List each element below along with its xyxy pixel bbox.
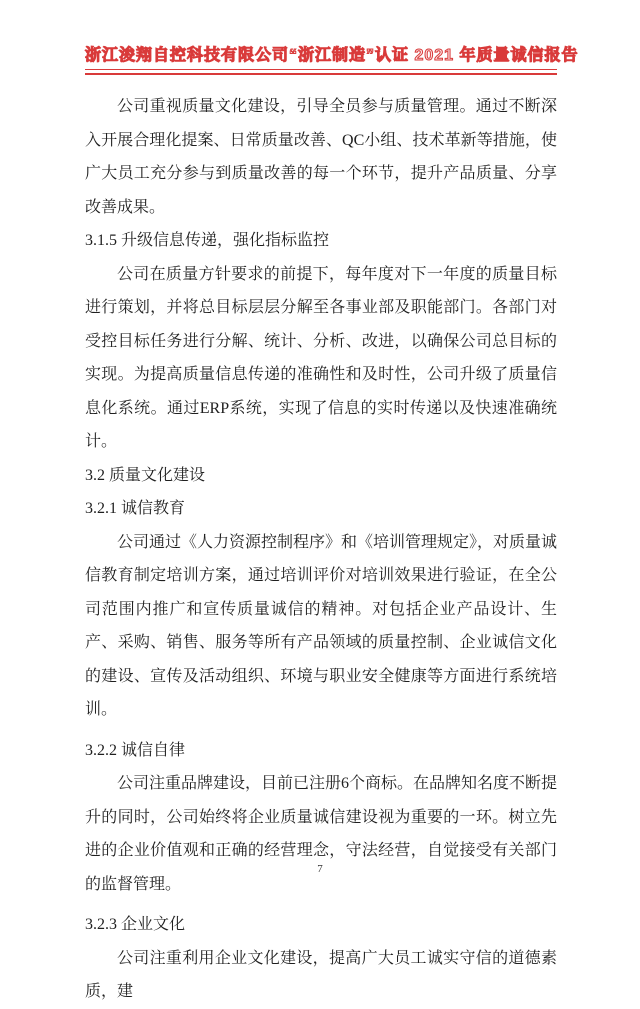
header-company-name: 浙江浚翔自控科技有限公司	[85, 47, 290, 64]
body-paragraph: 公司注重利用企业文化建设，提高广大员工诚实守信的道德素质，建	[85, 949, 557, 1000]
section-heading-3-2-2: 3.2.2 诚信自律	[85, 741, 186, 759]
body-paragraph: 公司通过《人力资源控制程序》和《培训管理规定》，对质量诚信教育制定培训方案，通过培训评价对培训效果进行验证，在全公司范围内推广和宣传质量诚信的精神。对包括企业产品设计、生产、采购、销售、服务等所有产品领域的质量控制、企业诚信文化的建设、宣传及活动组织、环境与职业安全健康等方面进行系统培训。	[85, 533, 558, 718]
body-paragraph: 公司在质量方针要求的前提下，每年度对下一年度的质量目标进行策划，并将总目标层层分解至各事业部及职能部门。各部门对受控目标任务进行分解、统计、分析、改进，以确保公司总目标的实现。为提高质量信息传递的准确性和及时性，公司升级了质量信息化系统。通过ERP系统，实现了信息的实时传递以及快速准确统计。	[85, 265, 557, 450]
page-header	[85, 42, 579, 75]
section-heading-3-2: 3.2 质量文化建设	[85, 466, 206, 484]
body-paragraph: 公司注重品牌建设，目前已注册6个商标。在品牌知名度不断提升的同时，公司始终将企业质量诚信建设视为重要的一环。树立先进的企业价值观和正确的经营理念，守法经营，自觉接受有关部门的监督管理。	[85, 775, 558, 893]
header-report-title: “浙江制造”认证 2021 年质量诚信报告	[289, 47, 579, 64]
section-heading-3-1-5: 3.1.5 升级信息传递，强化指标监控	[85, 232, 330, 249]
section-heading-3-2-1: 3.2.1 诚信教育	[85, 500, 186, 517]
section-heading-3-2-3: 3.2.3 企业文化	[85, 916, 186, 933]
header-double-rule	[85, 69, 557, 75]
page-number: 7	[317, 863, 323, 875]
body-paragraph: 公司重视质量文化建设，引导全员参与质量管理。通过不断深入开展合理化提案、日常质量改善、QC小组、技术革新等措施，使广大员工充分参与到质量改善的每一个环节，提升产品质量、分享改善成果。	[85, 98, 557, 216]
header-row	[85, 42, 579, 65]
page-footer	[0, 863, 640, 875]
